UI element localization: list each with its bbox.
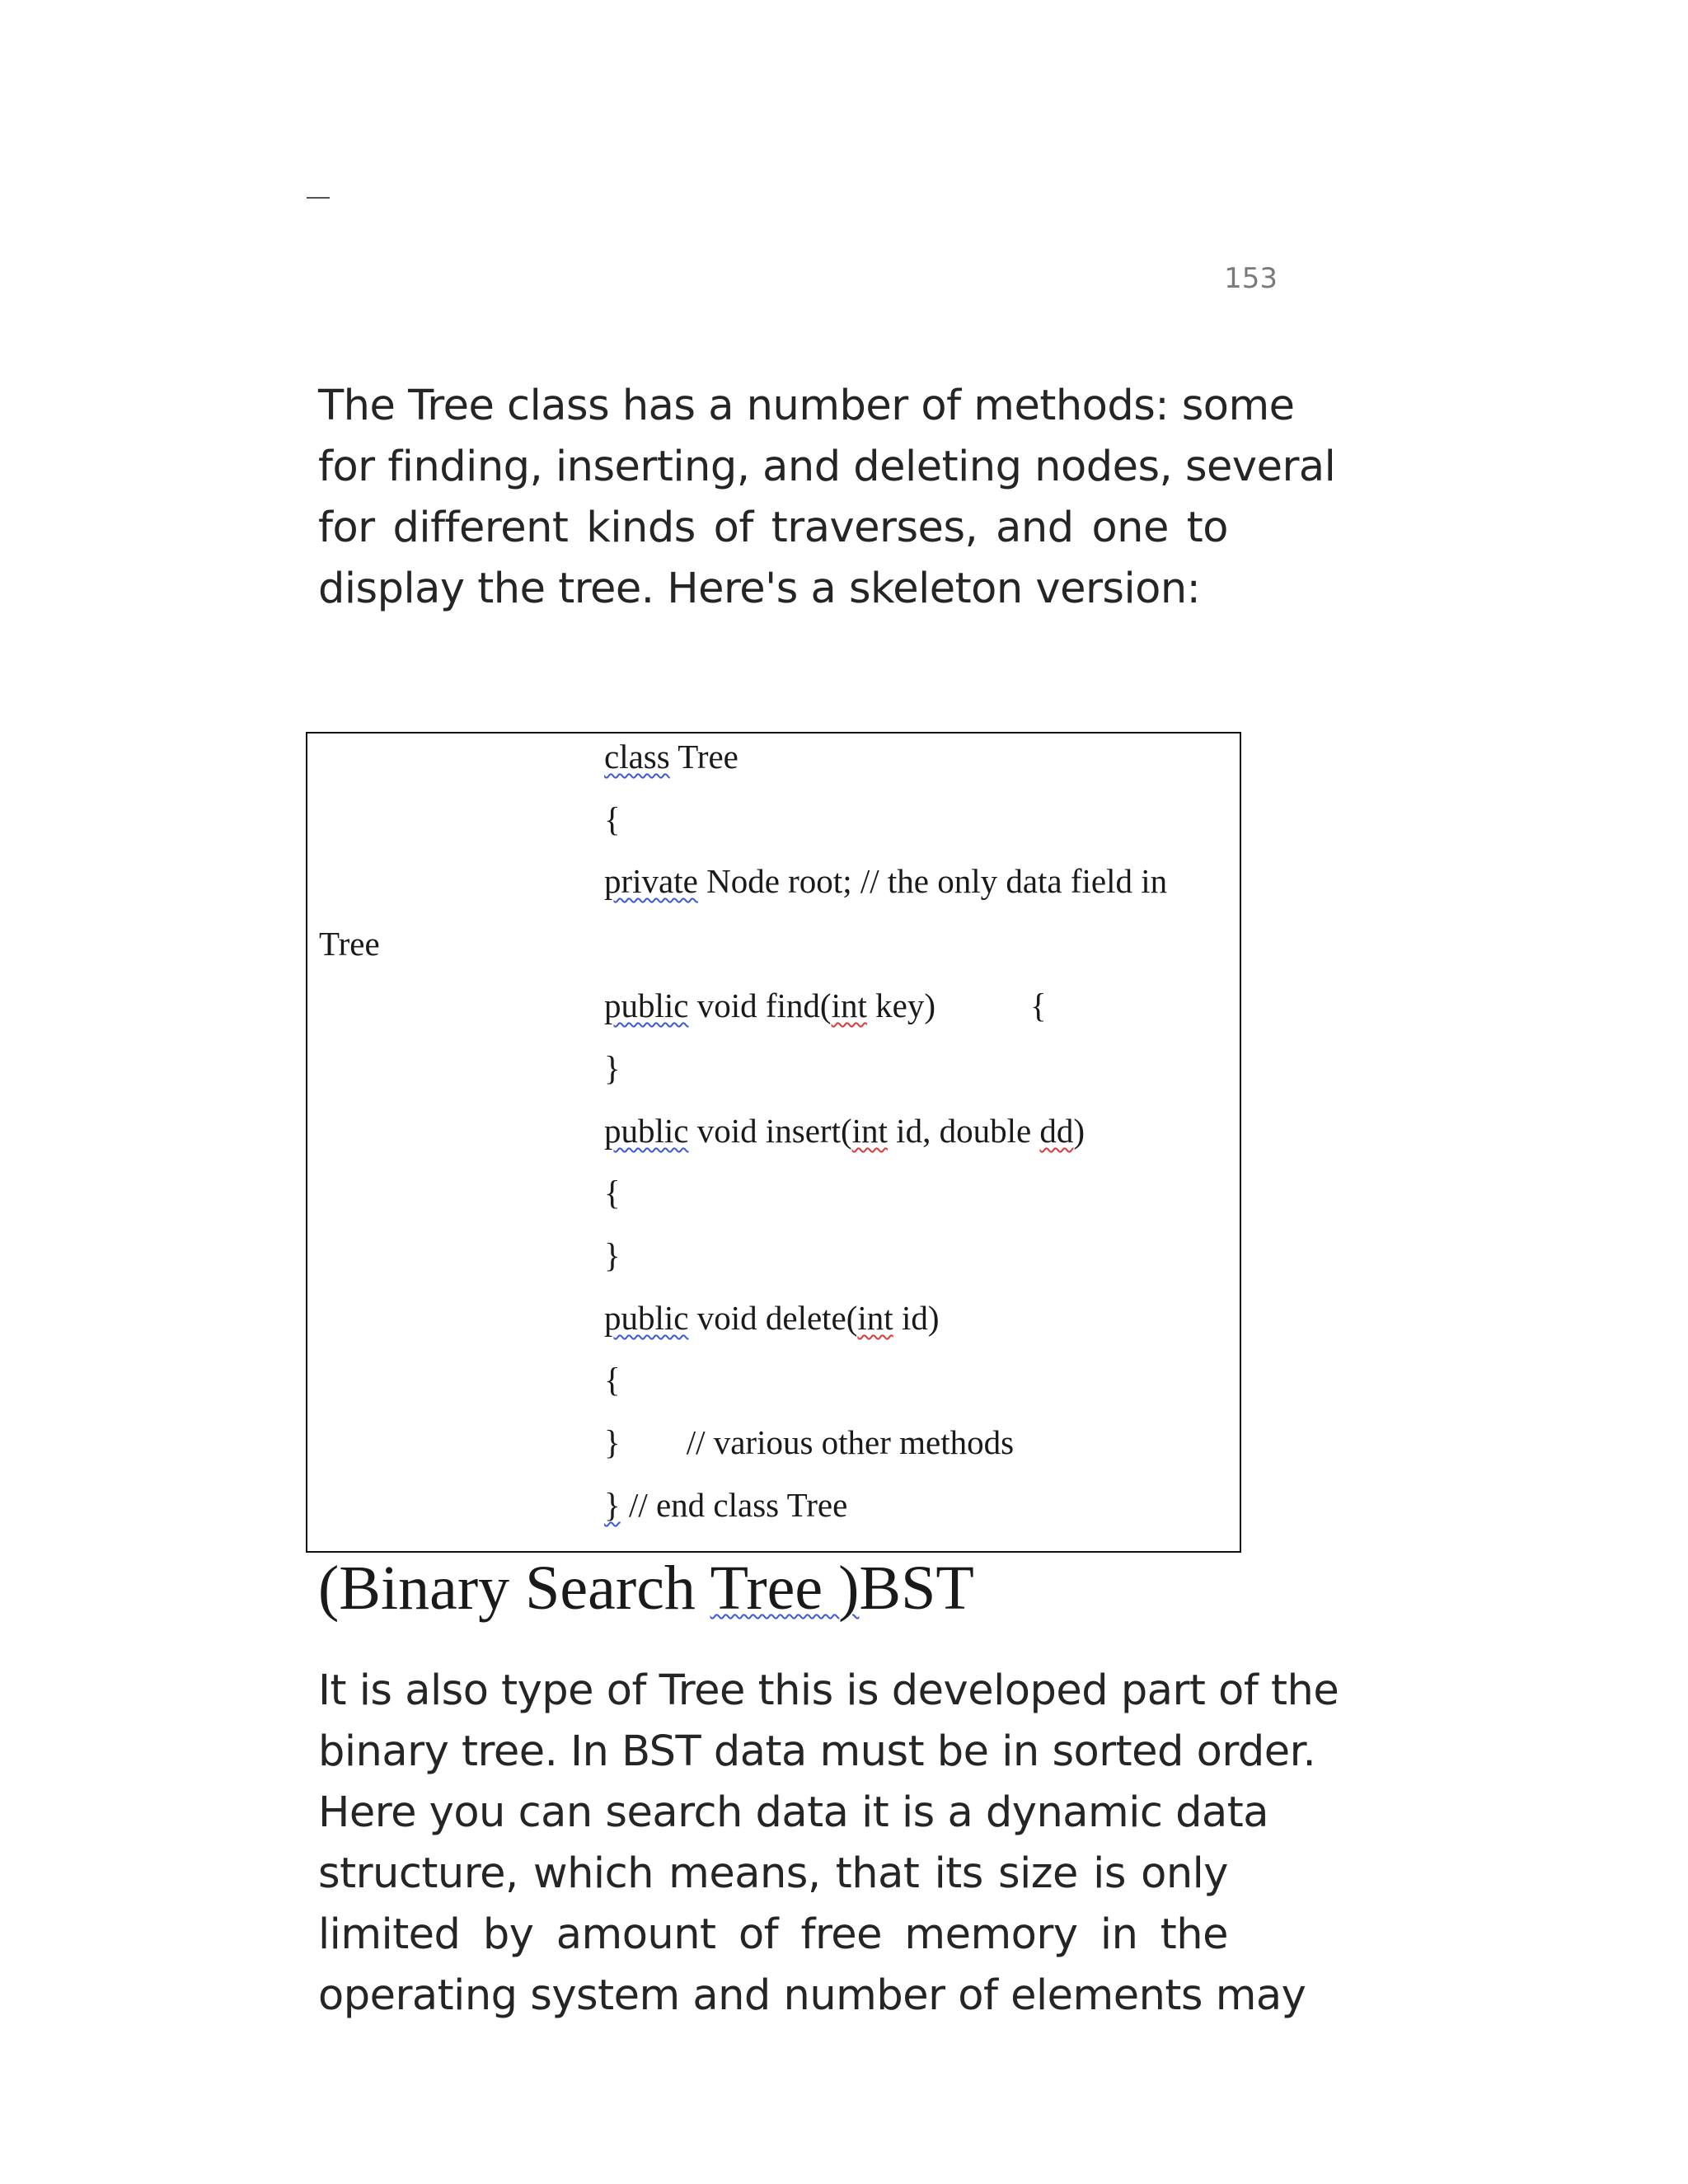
code-line-other-methods <box>604 1422 1014 1462</box>
code-line-open-brace: { <box>604 1361 621 1399</box>
keyword-public: public <box>604 1112 689 1150</box>
code-text: key) <box>866 987 935 1024</box>
bst-line: operating system and number of elements may <box>318 1971 1306 2020</box>
code-line-close-brace: } <box>604 1049 621 1087</box>
code-line-insert <box>604 1111 1085 1151</box>
bst-line: Here you can search data it is a dynamic data <box>318 1788 1269 1837</box>
intro-line: display the tree. Here's a skeleton version: <box>318 565 1201 613</box>
keyword-private: private <box>604 862 698 900</box>
code-text: id) <box>893 1299 940 1337</box>
code-line-class <box>604 737 738 776</box>
identifier-dd: dd <box>1039 1112 1074 1150</box>
code-line-close-brace: } <box>604 1236 621 1274</box>
intro-line: for finding, inserting, and deleting nodes, several <box>318 443 1336 491</box>
keyword-class: class <box>604 738 670 776</box>
heading-text-squiggle: Tree ) <box>710 1554 860 1623</box>
code-text: void find( <box>688 987 832 1024</box>
intro-paragraph <box>318 376 1336 620</box>
keyword-public: public <box>604 1299 689 1337</box>
code-text: id, double <box>887 1112 1040 1150</box>
code-comment: // end class Tree <box>620 1486 848 1524</box>
intro-line: The Tree class has a number of methods: some <box>318 382 1295 430</box>
bst-heading <box>318 1553 974 1624</box>
keyword-public: public <box>604 987 689 1024</box>
code-comment: // various other methods <box>686 1423 1015 1461</box>
keyword-int: int <box>831 987 867 1024</box>
page-number: 153 <box>1224 262 1278 295</box>
code-brace: } <box>604 1423 621 1461</box>
bst-line: It is also type of Tree this is developed part of the <box>318 1666 1339 1715</box>
header-dash-mark <box>307 197 330 199</box>
code-line-end-class <box>604 1485 847 1525</box>
intro-line: for different kinds of traverses, and one to <box>318 504 1228 552</box>
bst-line: limited by amount of free memory in the <box>318 1910 1228 1959</box>
code-text: void delete( <box>688 1299 858 1337</box>
code-line-find <box>604 986 1047 1025</box>
keyword-int: int <box>857 1299 893 1337</box>
bst-line: structure, which means, that its size is only <box>318 1849 1228 1898</box>
code-text: void insert( <box>688 1112 852 1150</box>
heading-text: BST <box>859 1554 974 1623</box>
code-text: ) <box>1073 1112 1085 1150</box>
code-skeleton-box <box>306 732 1241 1553</box>
code-line-private-field <box>604 861 1167 901</box>
code-text: Tree <box>669 738 738 776</box>
heading-text: (Binary Search <box>318 1554 710 1623</box>
code-line-open-brace: { <box>604 1174 621 1212</box>
bst-paragraph <box>318 1661 1339 2027</box>
code-brace: } <box>604 1486 621 1524</box>
code-line-wrap-tree: Tree <box>319 925 380 963</box>
code-line-delete <box>604 1298 940 1338</box>
code-text: Node root; // the only data field in <box>697 862 1168 900</box>
bst-line: binary tree. In BST data must be in sorted order. <box>318 1727 1316 1776</box>
keyword-int: int <box>851 1112 888 1150</box>
code-brace: { <box>1029 987 1047 1024</box>
code-line-open-brace: { <box>604 800 621 838</box>
